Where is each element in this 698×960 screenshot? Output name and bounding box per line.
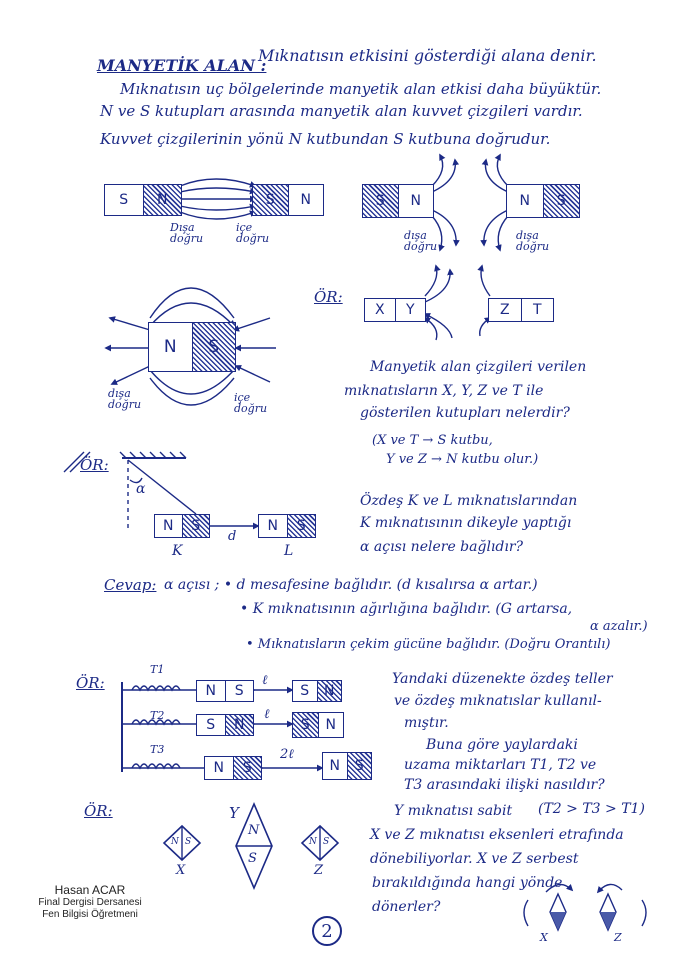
pole: N <box>226 715 254 735</box>
pole: S <box>183 515 210 537</box>
ex1-question-2: mıknatısların X, Y, Z ve T ile <box>344 383 544 399</box>
answer-line-2b: α azalır.) <box>590 619 648 634</box>
pole: N <box>259 515 288 537</box>
pole: S <box>197 715 226 735</box>
pole: S <box>288 515 316 537</box>
ex2-magnet-k <box>154 514 210 538</box>
fig2-label-right: dışa doğru <box>516 229 550 253</box>
fig2-magnet-left <box>362 184 434 218</box>
ex4-label: ÖR: <box>84 802 113 820</box>
ex3-question-6: T3 arasındaki ilişki nasıldır? <box>404 777 605 793</box>
ex4-question-2: X ve Z mıknatısı eksenleri etrafında <box>370 827 624 843</box>
ex4-result-z: Z <box>614 931 622 944</box>
ex4-z-label: Z <box>314 863 324 878</box>
author-signature <box>20 883 160 921</box>
pole: N <box>410 193 421 209</box>
line-1: Mıknatısın uç bölgelerinde manyetik alan etkisi daha büyüktür. <box>120 80 602 98</box>
ex2-angle: α <box>136 481 146 497</box>
ex1-question-1: Manyetik alan çizgileri verilen <box>370 359 587 375</box>
ex3-row2-left <box>196 714 254 736</box>
ex3-question-2: ve özdeş mıknatıslar kullanıl- <box>394 693 602 709</box>
answer-line-3: • Mıknatısların çekim gücüne bağlıdır. (Doğru Orantılı) <box>246 637 611 652</box>
ex4-x-pole-s: S <box>185 837 192 847</box>
ex4-result-x: X <box>540 931 548 944</box>
ex4-question-4: bırakıldığında hangi yönde <box>372 875 563 891</box>
fig1-label-out: Dışa doğru <box>170 221 204 245</box>
spring-t1: T1 <box>150 663 165 676</box>
ex3-row1-gap: ℓ <box>262 673 268 688</box>
ex2-question-3: α açısı nelere bağlıdır? <box>360 539 524 555</box>
pole: N <box>205 757 234 779</box>
answer-label: Cevap: <box>104 576 157 594</box>
ex3-row2-gap: ℓ <box>264 707 270 722</box>
ex3-row1-left <box>196 680 254 702</box>
answer-line-2: • K mıknatısının ağırlığına bağlıdır. (G artarsa, <box>240 601 573 617</box>
pole: N <box>323 753 348 779</box>
pole: S <box>105 185 144 215</box>
pole: N <box>300 192 311 208</box>
spring-t2: T2 <box>150 709 165 722</box>
ex1-magnet-left <box>364 298 426 322</box>
spring-t3: T3 <box>150 743 165 756</box>
ex4-question-1: Y mıknatısı sabit <box>394 803 513 819</box>
ex2-question-1: Özdeş K ve L mıknatıslarından <box>360 493 578 509</box>
ex4-answer-order: (T2 > T3 > T1) <box>538 801 645 817</box>
fig3-label-out: dışa doğru <box>108 387 142 411</box>
author-name: Hasan ACAR <box>54 883 126 897</box>
ex1-answer-1: (X ve T → S kutbu, <box>372 433 493 448</box>
ex4-z-pole-s: S <box>323 837 330 847</box>
definition-text: Mıknatısın etkisini gösterdiği alana denir. <box>258 46 597 65</box>
ex3-label: ÖR: <box>76 674 105 692</box>
page-number: 2 <box>312 916 342 946</box>
ex3-question-4: Buna göre yaylardaki <box>426 737 578 753</box>
pole: S <box>293 681 318 701</box>
ex3-question-5: uzama miktarları T1, T2 ve <box>404 757 597 773</box>
line-2: N ve S kutupları arasında manyetik alan kuvvet çizgileri vardır. <box>100 102 583 120</box>
pole: S <box>363 185 399 217</box>
ex2-magnet-l <box>258 514 316 538</box>
ex4-y-pole-n: N <box>248 823 260 838</box>
ex2-distance: d <box>228 529 237 544</box>
pole: N <box>318 681 342 701</box>
ex1-question-3: gösterilen kutupları nelerdir? <box>360 405 570 421</box>
answer-line-1: α açısı ; • d mesafesine bağlıdır. (d kısalırsa α artar.) <box>164 577 538 593</box>
ex4-question-5: dönerler? <box>372 899 441 915</box>
pole: S <box>234 757 262 779</box>
ex4-y-pole-s: S <box>248 851 257 866</box>
line-3: Kuvvet çizgilerinin yönü N kutbundan S kutbuna doğrudur. <box>100 130 551 148</box>
ex2-name-k: K <box>172 543 183 559</box>
fig3-label-in: içe doğru <box>234 391 268 415</box>
pole: N <box>149 323 193 371</box>
ex3-question-3: mıştır. <box>404 715 449 731</box>
ex4-y-label: Y <box>229 804 239 822</box>
fig2-label-left: dışa doğru <box>404 229 438 253</box>
pole: S <box>193 323 236 371</box>
fig1-label-in: içe doğru <box>236 221 270 245</box>
author-role: Fen Bilgisi Öğretmeni <box>42 909 138 921</box>
ex1-answer-2: Y ve Z → N kutbu olur.) <box>386 452 539 467</box>
pole: N <box>507 185 544 217</box>
ex3-row3-right <box>322 752 372 780</box>
author-school: Final Dergisi Dersanesi <box>38 897 142 909</box>
pole: N <box>197 681 226 701</box>
ex3-row2-right <box>292 712 344 738</box>
pole: S <box>234 683 244 699</box>
pole: X <box>365 299 396 321</box>
pole: N <box>155 515 183 537</box>
ex4-x-pole-n: N <box>171 837 179 847</box>
pole: S <box>544 185 580 217</box>
pole: N <box>325 717 336 733</box>
ex2-label: ÖR: <box>80 456 109 474</box>
fig2-magnet-right <box>506 184 580 218</box>
pole: Z <box>489 299 522 321</box>
ex4-question-3: dönebiliyorlar. X ve Z serbest <box>370 851 579 867</box>
pole: Y <box>405 302 415 318</box>
pole: T <box>532 302 542 318</box>
ex1-label: ÖR: <box>314 288 343 306</box>
ex3-row3-left <box>204 756 262 780</box>
page-title: MANYETİK ALAN : <box>97 56 267 75</box>
fig1-magnet-right <box>252 184 324 216</box>
pole: N <box>144 185 182 215</box>
ex1-magnet-right <box>488 298 554 322</box>
ex2-question-2: K mıknatısının dikeyle yaptığı <box>360 515 572 531</box>
ex4-z-pole-n: N <box>309 837 317 847</box>
ex2-name-l: L <box>284 543 294 559</box>
pole: S <box>348 753 372 779</box>
pole: S <box>293 713 319 737</box>
ex3-question-1: Yandaki düzenekte özdeş teller <box>392 671 613 687</box>
fig1-magnet-left <box>104 184 182 216</box>
pole: S <box>253 185 289 215</box>
ex3-row1-right <box>292 680 342 702</box>
ex3-row3-gap: 2ℓ <box>280 747 294 762</box>
ex4-x-label: X <box>176 863 186 878</box>
fig3-magnet <box>148 322 236 372</box>
